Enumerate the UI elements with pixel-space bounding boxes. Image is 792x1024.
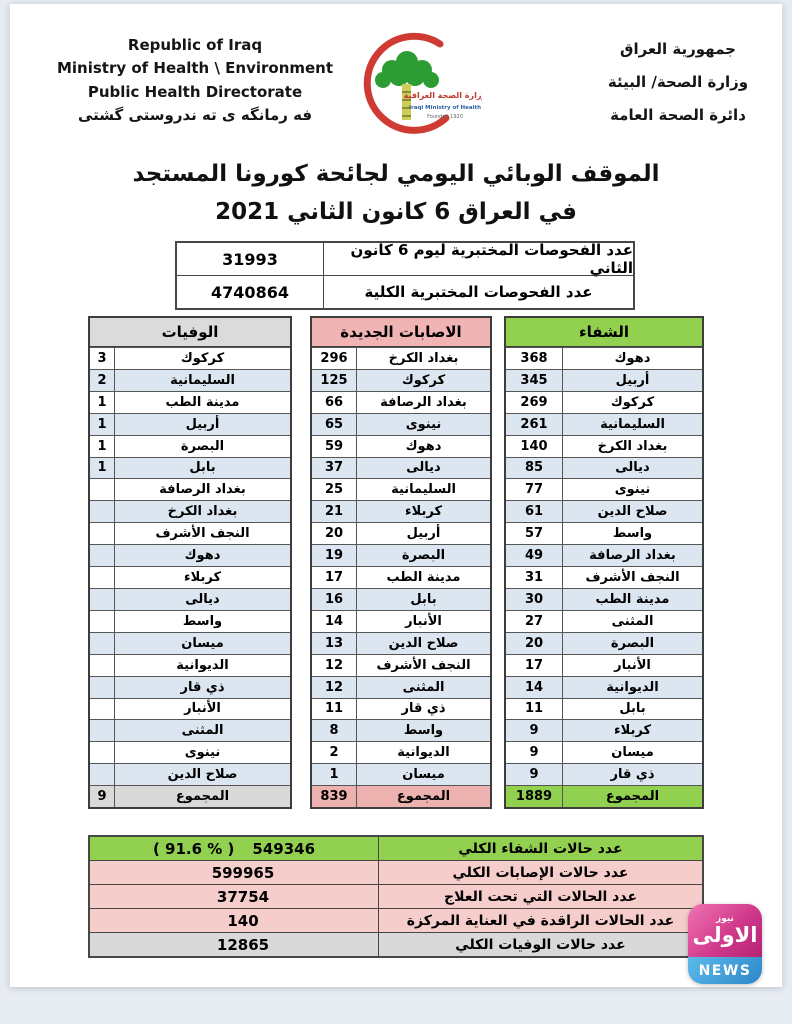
table-row	[90, 413, 290, 435]
table-row	[90, 347, 290, 369]
summary-row	[90, 837, 702, 860]
city-cell: بغداد الكرخ	[388, 350, 459, 366]
summary-label-cell: عدد حالات الإصابات الكلي	[452, 864, 629, 881]
city-cell: مدينة الطب	[595, 591, 670, 607]
logo-founded-text: Founded 1920	[427, 114, 463, 120]
value-cell: 31993	[177, 243, 324, 275]
city-cell: البصرة	[180, 438, 225, 454]
summary-value: 140	[227, 911, 259, 930]
value-cell: 12	[312, 655, 357, 676]
city-cell: الأنبار	[614, 657, 651, 673]
total-row	[312, 785, 490, 807]
value-cell: 9	[506, 764, 563, 785]
value-cell: 140	[506, 436, 563, 457]
city-cell: بغداد الكرخ	[167, 504, 238, 520]
city-cell: ذي قار	[401, 701, 446, 717]
logo-english-text: Iraqi Ministry of Health	[408, 105, 482, 111]
value-cell	[90, 501, 115, 522]
value-cell	[90, 677, 115, 698]
summary-value-cell	[90, 909, 379, 932]
value-cell: 16	[312, 589, 357, 610]
label-cell: عدد الفحوصات المختبرية الكلية	[364, 283, 593, 301]
table-row	[90, 500, 290, 522]
city-cell: واسط	[612, 526, 653, 542]
table-row	[312, 719, 490, 741]
value-cell: 20	[506, 633, 563, 654]
table-row	[506, 763, 702, 785]
city-cell: كركوك	[610, 394, 655, 410]
value-cell	[90, 567, 115, 588]
value-cell: 261	[506, 414, 563, 435]
recoveries-table	[504, 316, 704, 809]
table-row	[312, 588, 490, 610]
value-cell: 17	[312, 567, 357, 588]
table-row	[506, 610, 702, 632]
header-english-block	[30, 34, 360, 127]
table-row	[177, 275, 633, 308]
value-cell: 30	[506, 589, 563, 610]
city-cell: بغداد الرصافة	[380, 394, 467, 410]
title-line2: في العراق 6 كانون الثاني 2021	[215, 198, 577, 225]
value-cell: 14	[312, 611, 357, 632]
total-value-cell: 839	[312, 786, 357, 807]
table-row	[90, 676, 290, 698]
value-cell	[90, 479, 115, 500]
city-cell: كربلاء	[183, 570, 222, 586]
value-cell: 20	[312, 523, 357, 544]
table-row	[506, 566, 702, 588]
city-cell: صلاح الدين	[597, 504, 668, 520]
total-label-cell: المجموع	[605, 789, 660, 805]
city-cell: دهوك	[614, 350, 651, 366]
total-value-cell: 1889	[506, 786, 563, 807]
city-cell: أربيل	[185, 416, 220, 432]
page-title	[0, 156, 792, 232]
city-cell: الديوانية	[176, 657, 229, 673]
value-cell: 8	[312, 720, 357, 741]
city-cell: كركوك	[180, 350, 225, 366]
summary-value: 12865	[216, 935, 270, 954]
value-cell: 65	[312, 414, 357, 435]
new-cases-table	[310, 316, 492, 809]
value-cell: 31	[506, 567, 563, 588]
table-row	[312, 478, 490, 500]
table-row	[506, 369, 702, 391]
total-row	[90, 785, 290, 807]
table-row	[312, 369, 490, 391]
header-kurdish-line: فه رمانگه ی ته ندروستی گشتی	[77, 105, 313, 124]
table-row	[90, 391, 290, 413]
value-cell: 296	[312, 348, 357, 369]
city-cell: واسط	[403, 723, 444, 739]
city-cell: النجف الأشرف	[155, 526, 250, 542]
summary-value-cell	[90, 861, 379, 884]
value-cell: 11	[312, 699, 357, 720]
value-cell: 269	[506, 392, 563, 413]
value-cell: 61	[506, 501, 563, 522]
city-cell: نينوى	[614, 482, 651, 498]
city-cell: بابل	[189, 460, 216, 476]
ministry-of-health-logo-icon	[350, 24, 482, 146]
summary-label-cell: عدد حالات الوفيات الكلي	[455, 936, 626, 953]
table-row	[312, 632, 490, 654]
summary-value-cell	[90, 837, 379, 860]
value-cell: 59	[312, 436, 357, 457]
city-cell: دهوك	[405, 438, 442, 454]
table-row	[90, 719, 290, 741]
table-row	[312, 610, 490, 632]
table-row	[312, 500, 490, 522]
value-cell	[90, 655, 115, 676]
city-cell: المثنى	[402, 679, 445, 695]
city-cell: نينوى	[184, 745, 221, 761]
summary-value: 37754	[216, 887, 270, 906]
table-row	[90, 478, 290, 500]
table-row	[90, 457, 290, 479]
table-row	[506, 544, 702, 566]
value-cell: 57	[506, 523, 563, 544]
city-cell: بغداد الكرخ	[597, 438, 668, 454]
news-channel-logo	[688, 904, 762, 984]
summary-value-cell	[90, 885, 379, 908]
value-cell: 27	[506, 611, 563, 632]
value-cell: 3	[90, 348, 115, 369]
table-row	[312, 522, 490, 544]
total-value-cell: 9	[90, 786, 115, 807]
summary-note: ( 91.6 % )	[152, 839, 235, 858]
value-cell	[90, 611, 115, 632]
city-cell: ديالى	[406, 460, 441, 476]
table-row	[90, 698, 290, 720]
value-cell	[90, 545, 115, 566]
value-cell: 9	[506, 742, 563, 763]
table-row	[312, 435, 490, 457]
table-row	[90, 369, 290, 391]
table-row	[90, 610, 290, 632]
table-row	[312, 698, 490, 720]
value-cell: 85	[506, 458, 563, 479]
city-cell: بابل	[410, 591, 437, 607]
city-cell: السليمانية	[391, 482, 456, 498]
city-cell: الديوانية	[397, 745, 450, 761]
city-cell: ديالى	[185, 591, 220, 607]
title-line1: الموقف الوبائي اليومي لجائحة كورونا المستجد	[132, 161, 660, 187]
city-cell: دهوك	[184, 548, 221, 564]
table-row	[506, 588, 702, 610]
table-row	[90, 632, 290, 654]
header-ar-line3: دائرة الصحة العامة	[610, 106, 746, 124]
city-cell: بغداد الرصافة	[159, 482, 246, 498]
value-cell: 1	[90, 392, 115, 413]
city-cell: ذي قار	[610, 767, 655, 783]
value-cell	[90, 523, 115, 544]
header-arabic-block	[578, 40, 778, 124]
table-row	[506, 478, 702, 500]
table-row	[177, 243, 633, 275]
header-ar-line2: وزارة الصحة/ البيئة	[607, 73, 749, 91]
city-cell: كربلاء	[613, 723, 652, 739]
city-cell: بابل	[619, 701, 646, 717]
table-row	[312, 544, 490, 566]
city-cell: ديالى	[615, 460, 650, 476]
table-row	[90, 588, 290, 610]
summary-value-cell	[90, 933, 379, 956]
value-cell: 1	[90, 458, 115, 479]
table-row	[506, 741, 702, 763]
value-cell: 77	[506, 479, 563, 500]
value-cell: 21	[312, 501, 357, 522]
value-cell: 11	[506, 699, 563, 720]
table-row	[506, 500, 702, 522]
table-row	[506, 522, 702, 544]
total-label-cell: المجموع	[175, 789, 230, 805]
city-cell: أربيل	[615, 372, 650, 388]
summary-value: 549346	[252, 839, 316, 858]
news-logo-big-text: الاولى	[692, 923, 758, 947]
table-row	[506, 435, 702, 457]
table-row	[90, 741, 290, 763]
value-cell	[90, 589, 115, 610]
city-cell: النجف الأشرف	[376, 657, 471, 673]
value-cell: 66	[312, 392, 357, 413]
city-cell: ميسان	[181, 635, 224, 651]
header-en-line3: Public Health Directorate	[87, 82, 303, 101]
summary-row	[90, 884, 702, 908]
header-ar-line1: جمهورية العراق	[620, 40, 736, 58]
value-cell: 17	[506, 655, 563, 676]
table-row	[506, 457, 702, 479]
city-cell: المثنى	[181, 723, 224, 739]
city-cell: السليمانية	[170, 372, 235, 388]
table-row	[90, 435, 290, 457]
label-cell: عدد الفحوصات المختبرية ليوم 6 كانون الثاني	[350, 241, 633, 277]
city-cell: بغداد الرصافة	[589, 548, 676, 564]
city-cell: أربيل	[406, 526, 441, 542]
city-cell: البصرة	[610, 635, 655, 651]
table-row	[90, 566, 290, 588]
city-cell: الديوانية	[606, 679, 659, 695]
summary-label-cell: عدد الحالات الراقدة في العناية المركزة	[406, 912, 675, 929]
value-cell: 14	[506, 677, 563, 698]
table-row	[90, 763, 290, 785]
table-title: الاصابات الجديدة	[312, 318, 490, 347]
value-cell	[90, 720, 115, 741]
value-cell: 1	[312, 764, 357, 785]
city-cell: كربلاء	[404, 504, 443, 520]
value-cell: 25	[312, 479, 357, 500]
value-cell	[90, 699, 115, 720]
table-row	[506, 347, 702, 369]
value-cell: 345	[506, 370, 563, 391]
table-title: الوفيات	[90, 318, 290, 347]
summary-value: 599965	[211, 863, 275, 882]
table-row	[312, 391, 490, 413]
summary-row	[90, 932, 702, 956]
city-cell: ميسان	[402, 767, 445, 783]
logo-arabic-text: وزارة الصحة العراقية	[403, 91, 482, 100]
news-logo-small-text: نيوز	[716, 914, 734, 924]
value-cell: 37	[312, 458, 357, 479]
table-row	[90, 654, 290, 676]
lab-tests-table	[175, 241, 635, 310]
value-cell: 49	[506, 545, 563, 566]
city-cell: صلاح الدين	[388, 635, 459, 651]
summary-row	[90, 860, 702, 884]
table-row	[506, 719, 702, 741]
city-cell: كركوك	[401, 372, 446, 388]
summary-table	[88, 835, 704, 958]
value-cell: 4740864	[177, 276, 324, 308]
value-cell	[90, 633, 115, 654]
value-cell	[90, 742, 115, 763]
header-en-line1: Republic of Iraq	[127, 36, 263, 54]
city-cell: الأنبار	[405, 613, 442, 629]
total-label-cell: المجموع	[396, 789, 451, 805]
table-row	[506, 698, 702, 720]
table-row	[312, 741, 490, 763]
table-row	[312, 763, 490, 785]
table-row	[90, 544, 290, 566]
table-row	[506, 654, 702, 676]
value-cell: 1	[90, 436, 115, 457]
table-title: الشفاء	[506, 318, 702, 347]
value-cell: 2	[90, 370, 115, 391]
summary-label-cell: عدد حالات الشفاء الكلي	[458, 840, 623, 857]
value-cell: 1	[90, 414, 115, 435]
city-cell: البصرة	[401, 548, 446, 564]
city-cell: الأنبار	[184, 701, 221, 717]
value-cell: 19	[312, 545, 357, 566]
total-row	[506, 785, 702, 807]
table-row	[506, 632, 702, 654]
city-cell: النجف الأشرف	[585, 570, 680, 586]
city-cell: ميسان	[611, 745, 654, 761]
table-row	[312, 413, 490, 435]
deaths-table	[88, 316, 292, 809]
summary-row	[90, 908, 702, 932]
value-cell: 368	[506, 348, 563, 369]
table-row	[506, 676, 702, 698]
city-cell: ذي قار	[180, 679, 225, 695]
header-en-line2: Ministry of Health \ Environment	[56, 59, 334, 78]
value-cell: 125	[312, 370, 357, 391]
value-cell	[90, 764, 115, 785]
city-cell: صلاح الدين	[167, 767, 238, 783]
summary-label-cell: عدد الحالات التي تحت العلاج	[444, 888, 638, 905]
city-cell: السليمانية	[600, 416, 665, 432]
city-cell: المثنى	[611, 613, 654, 629]
news-logo-arabic	[688, 904, 762, 957]
table-row	[90, 522, 290, 544]
table-row	[312, 676, 490, 698]
value-cell: 2	[312, 742, 357, 763]
table-row	[312, 457, 490, 479]
table-row	[506, 413, 702, 435]
table-row	[312, 654, 490, 676]
city-cell: مدينة الطب	[386, 570, 461, 586]
table-row	[312, 347, 490, 369]
table-row	[506, 391, 702, 413]
news-logo-band: NEWS	[688, 957, 762, 984]
city-cell: نينوى	[405, 416, 442, 432]
value-cell: 13	[312, 633, 357, 654]
city-cell: واسط	[182, 613, 223, 629]
city-cell: مدينة الطب	[165, 394, 240, 410]
table-row	[312, 566, 490, 588]
value-cell: 12	[312, 677, 357, 698]
value-cell: 9	[506, 720, 563, 741]
